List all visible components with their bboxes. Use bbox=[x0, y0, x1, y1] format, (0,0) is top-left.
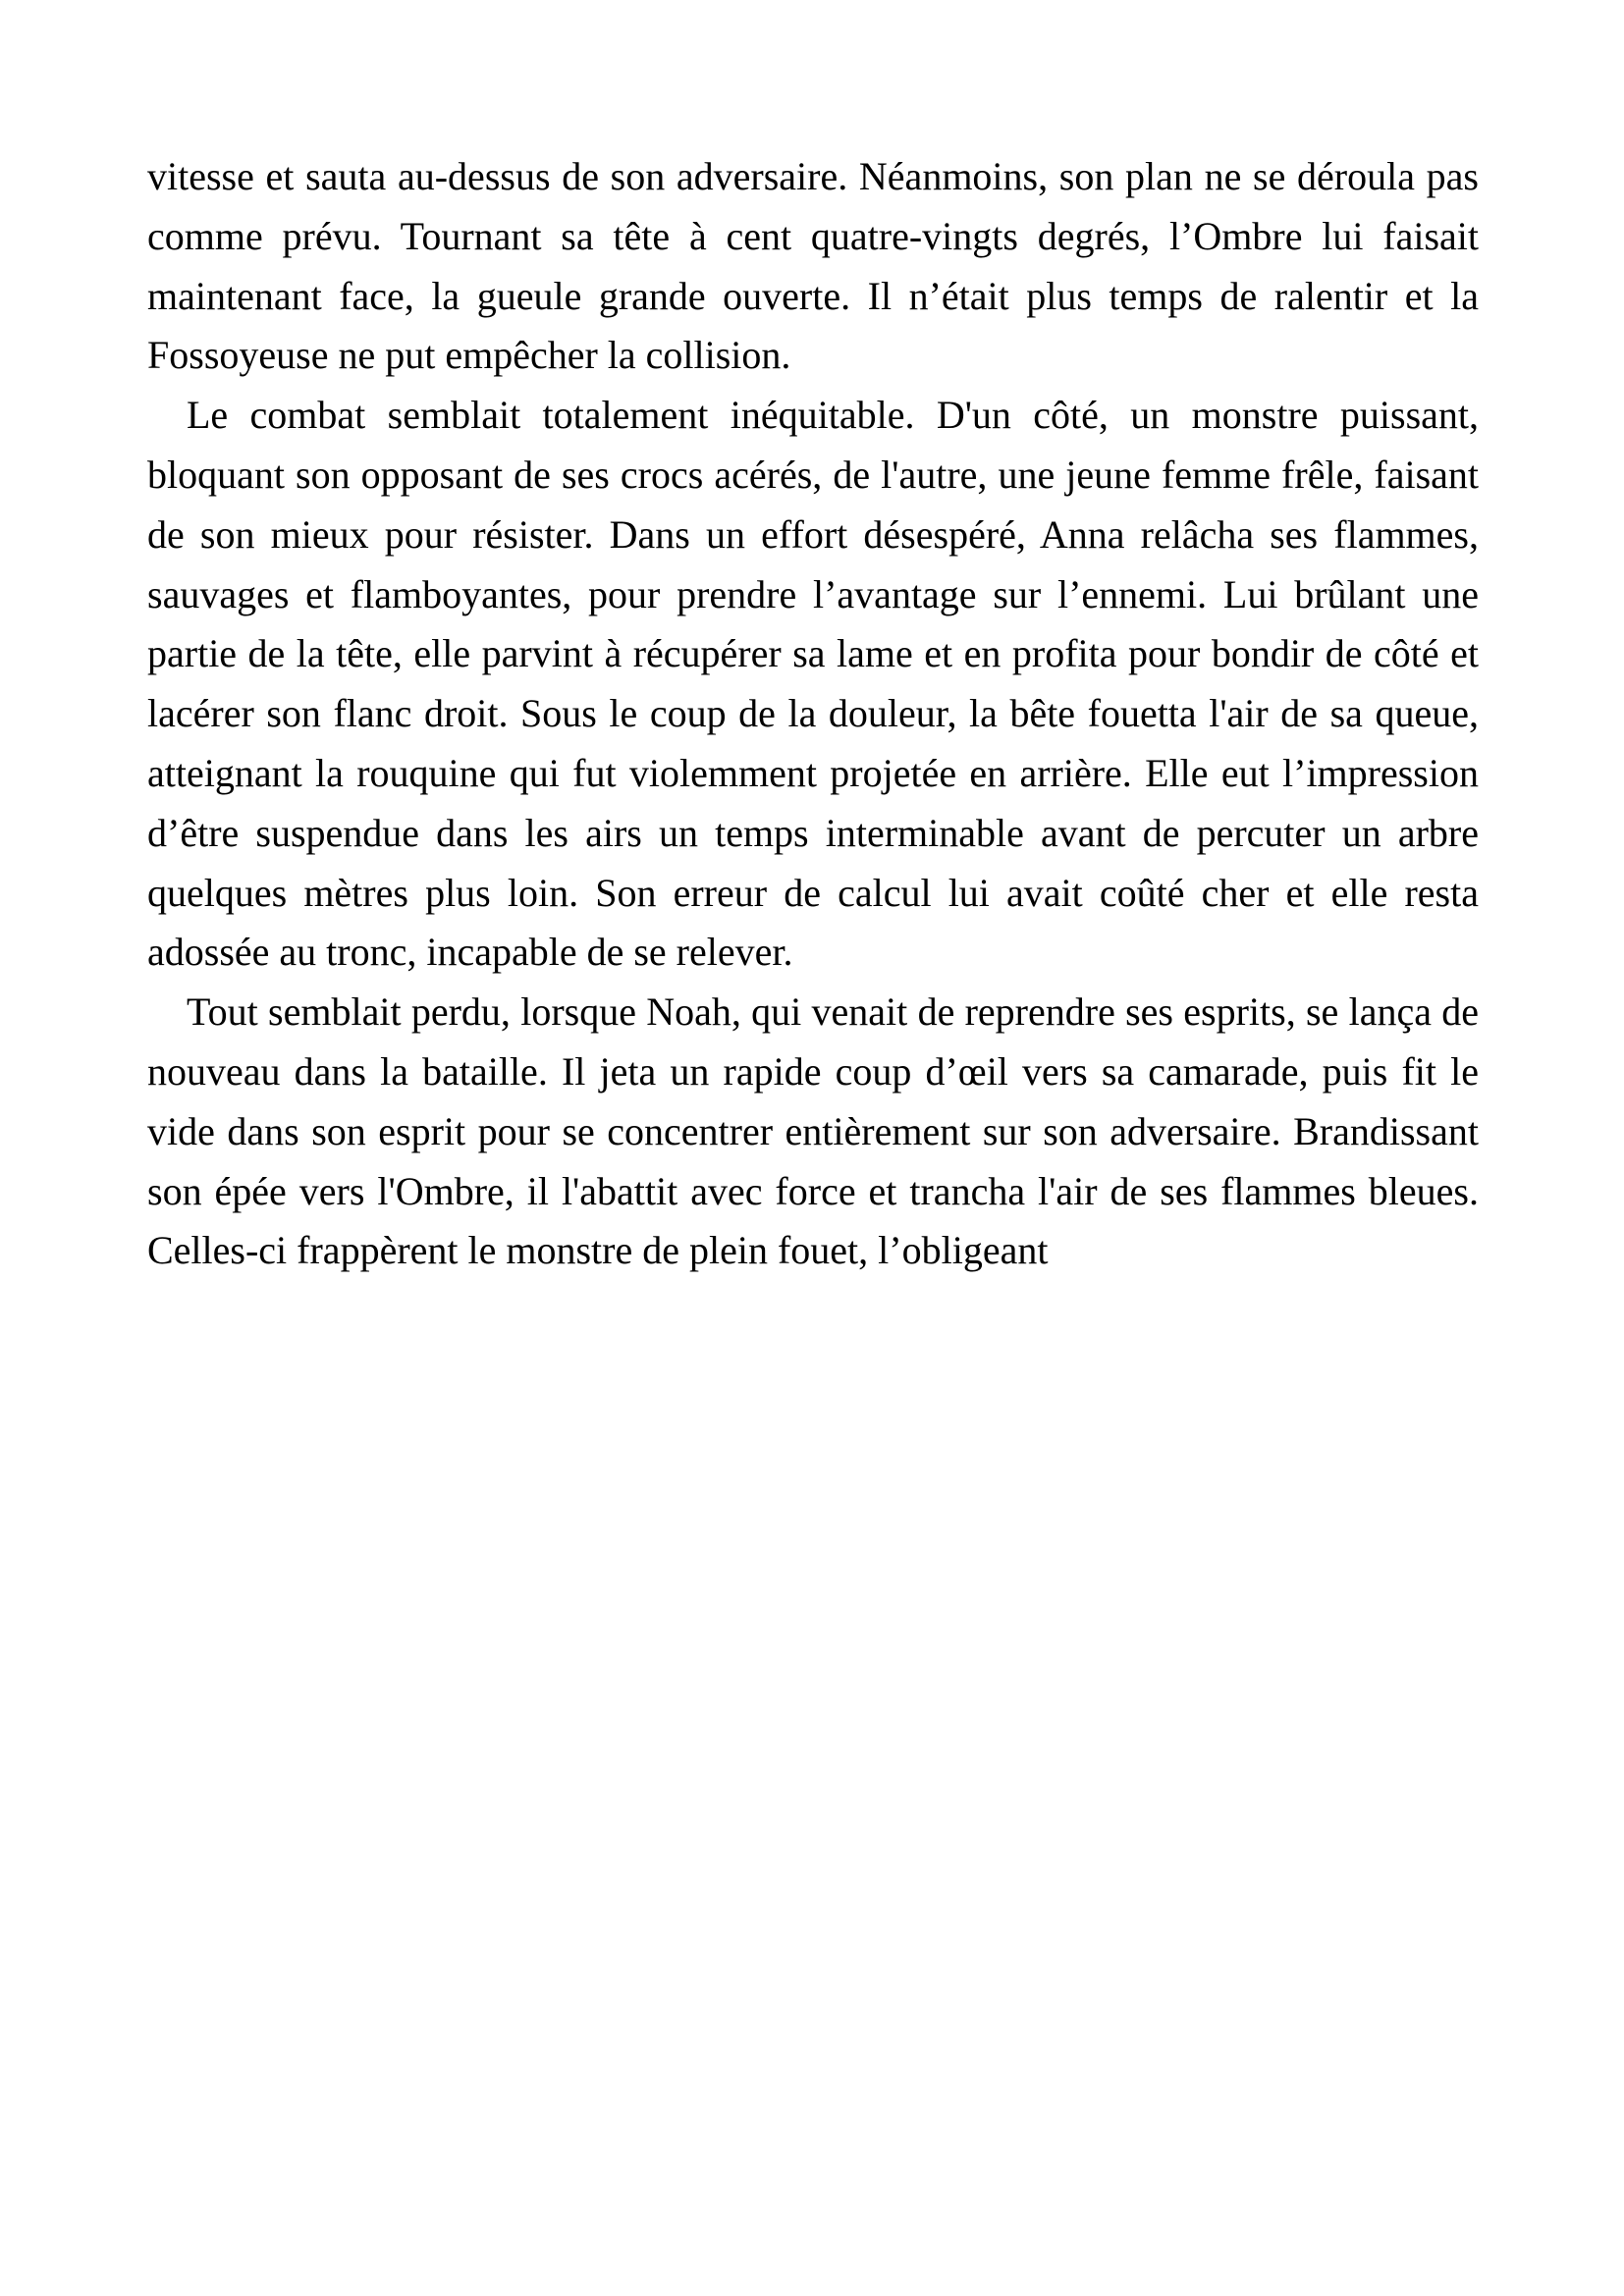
paragraph-3: Tout semblait perdu, lorsque Noah, qui venait de reprendre ses esprits, se lança de nouveau dans la bataille. Il jeta un rapide coup d’œil vers sa camarade, puis fit le vide dans son esprit pour se concentrer entièrement sur son adversaire. Brandissant son épée vers l'Ombre, il l'abattit avec force et trancha l'air de ses flammes bleues. Celles-ci frappèrent le monstre de plein fouet, l’obligeant bbox=[147, 989, 1479, 1273]
page-body-text bbox=[147, 147, 1479, 1281]
paragraph-2: Le combat semblait totalement inéquitable. D'un côté, un monstre puissant, bloquant son opposant de ses crocs acérés, de l'autre, une jeune femme frêle, faisant de son mieux pour résister. Dans un effort désespéré, Anna relâcha ses flammes, sauvages et flamboyantes, pour prendre l’avantage sur l’ennemi. Lui brûlant une partie de la tête, elle parvint à récupérer sa lame et en profita pour bondir de côté et lacérer son flanc droit. Sous le coup de la douleur, la bête fouetta l'air de sa queue, atteignant la rouquine qui fut violemment projetée en arrière. Elle eut l’impression d’être suspendue dans les airs un temps interminable avant de percuter un arbre quelques mètres plus loin. Son erreur de calcul lui avait coûté cher et elle resta adossée au tronc, incapable de se relever. bbox=[147, 393, 1479, 975]
paragraph-1: vitesse et sauta au-dessus de son adversaire. Néanmoins, son plan ne se déroula pas comme prévu. Tournant sa tête à cent quatre-vingts degrés, l’Ombre lui faisait maintenant face, la gueule grande ouverte. Il n’était plus temps de ralentir et la Fossoyeuse ne put empêcher la collision. bbox=[147, 154, 1479, 378]
